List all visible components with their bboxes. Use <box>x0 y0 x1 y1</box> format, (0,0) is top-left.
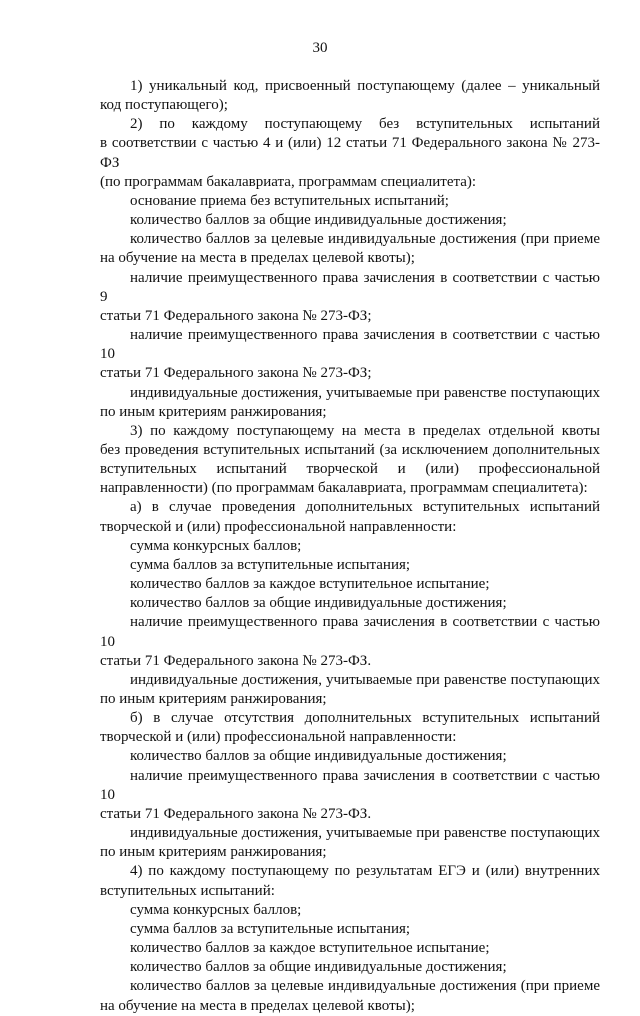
text-line: наличие преимущественного права зачисления в соответствии с частью 10 <box>100 767 600 803</box>
text-line: количество баллов за каждое вступительное испытание; <box>130 576 490 593</box>
text-line: по иным критериям ранжирования; <box>100 691 327 707</box>
text-line: вступительных испытаний творческой и (или) профессиональной <box>100 461 600 478</box>
paragraph <box>100 747 600 766</box>
paragraph <box>100 958 600 977</box>
document-body <box>100 77 600 1016</box>
paragraph <box>100 939 600 958</box>
paragraph <box>100 556 600 575</box>
paragraph <box>100 115 600 192</box>
text-line: б) в случае отсутствия дополнительных вступительных испытаний <box>130 710 600 727</box>
text-line: наличие преимущественного права зачисления в соответствии с частью 10 <box>100 614 600 650</box>
text-line: статьи 71 Федерального закона № 273-ФЗ; <box>100 307 372 324</box>
text-line: 4) по каждому поступающему по результатам ЕГЭ и (или) внутренних <box>130 863 600 880</box>
text-line: а) в случае проведения дополнительных вступительных испытаний <box>130 499 600 516</box>
text-line: сумма конкурсных баллов; <box>130 537 302 554</box>
paragraph <box>100 824 600 862</box>
text-line: 3) по каждому поступающему на места в пределах отдельной квоты <box>130 422 600 439</box>
text-line: количество баллов за общие индивидуальные достижения; <box>130 959 507 976</box>
text-line: творческой и (или) профессиональной направленности: <box>100 729 457 746</box>
page-number: 30 <box>312 40 328 56</box>
text-line: количество баллов за общие индивидуальные достижения; <box>130 595 507 612</box>
paragraph <box>100 269 600 326</box>
paragraph <box>100 498 600 536</box>
text-line: сумма баллов за вступительные испытания; <box>130 556 411 573</box>
paragraph <box>100 920 600 939</box>
text-line: индивидуальные достижения, учитываемые при равенстве поступающих <box>130 384 600 401</box>
paragraph <box>100 384 600 422</box>
paragraph <box>100 977 600 1015</box>
paragraph <box>100 613 600 670</box>
text-line: (по программам бакалавриата, программам специалитета): <box>100 173 477 190</box>
paragraph <box>100 575 600 594</box>
paragraph <box>100 77 600 115</box>
text-line: в соответствии с частью 4 и (или) 12 статьи 71 Федерального закона № 273-ФЗ <box>100 135 600 171</box>
paragraph <box>100 767 600 824</box>
paragraph <box>100 901 600 920</box>
paragraph <box>100 709 600 747</box>
text-line: количество баллов за целевые индивидуальные достижения (при приеме <box>130 231 600 248</box>
text-line: направленности) (по программам бакалавриата, программам специалитета): <box>100 480 588 497</box>
text-line: 2) по каждому поступающему без вступительных испытаний <box>130 116 600 133</box>
text-line: на обучение на места в пределах целевой квоты); <box>100 250 415 267</box>
paragraph <box>100 211 600 230</box>
text-line: вступительных испытаний: <box>100 882 275 899</box>
text-line: статьи 71 Федерального закона № 273-ФЗ. <box>100 805 372 822</box>
text-line: индивидуальные достижения, учитываемые при равенстве поступающих <box>130 671 600 688</box>
text-line: количество баллов за общие индивидуальные достижения; <box>130 748 507 765</box>
text-line: сумма конкурсных баллов; <box>130 901 302 918</box>
text-line: без проведения вступительных испытаний (за исключением дополнительных <box>100 441 600 458</box>
text-line: статьи 71 Федерального закона № 273-ФЗ; <box>100 365 372 382</box>
text-line: количество баллов за общие индивидуальные достижения; <box>130 212 507 229</box>
text-line: количество баллов за каждое вступительное испытание; <box>130 940 490 957</box>
text-line: по иным критериям ранжирования; <box>100 403 327 420</box>
text-line: индивидуальные достижения, учитываемые при равенстве поступающих <box>130 825 600 842</box>
paragraph <box>100 594 600 613</box>
text-line: творческой и (или) профессиональной направленности: <box>100 518 457 535</box>
text-line: наличие преимущественного права зачисления в соответствии с частью 10 <box>100 327 600 363</box>
paragraph <box>100 862 600 900</box>
text-line: по иным критериям ранжирования; <box>100 844 327 861</box>
text-line: сумма баллов за вступительные испытания; <box>130 920 411 937</box>
text-line: на обучение на места в пределах целевой квоты); <box>100 997 415 1014</box>
text-line: наличие преимущественного права зачисления в соответствии с частью 9 <box>100 269 600 305</box>
paragraph <box>100 422 600 499</box>
text-line: статьи 71 Федерального закона № 273-ФЗ. <box>100 652 372 669</box>
paragraph <box>100 671 600 709</box>
text-line: 1) уникальный код, присвоенный поступающему (далее – уникальный <box>130 78 600 94</box>
paragraph <box>100 537 600 556</box>
text-line: код поступающего); <box>100 97 228 114</box>
paragraph <box>100 326 600 383</box>
text-line: количество баллов за целевые индивидуальные достижения (при приеме <box>130 978 600 995</box>
paragraph <box>100 192 600 211</box>
paragraph <box>100 230 600 268</box>
text-line: основание приема без вступительных испытаний; <box>130 192 449 209</box>
